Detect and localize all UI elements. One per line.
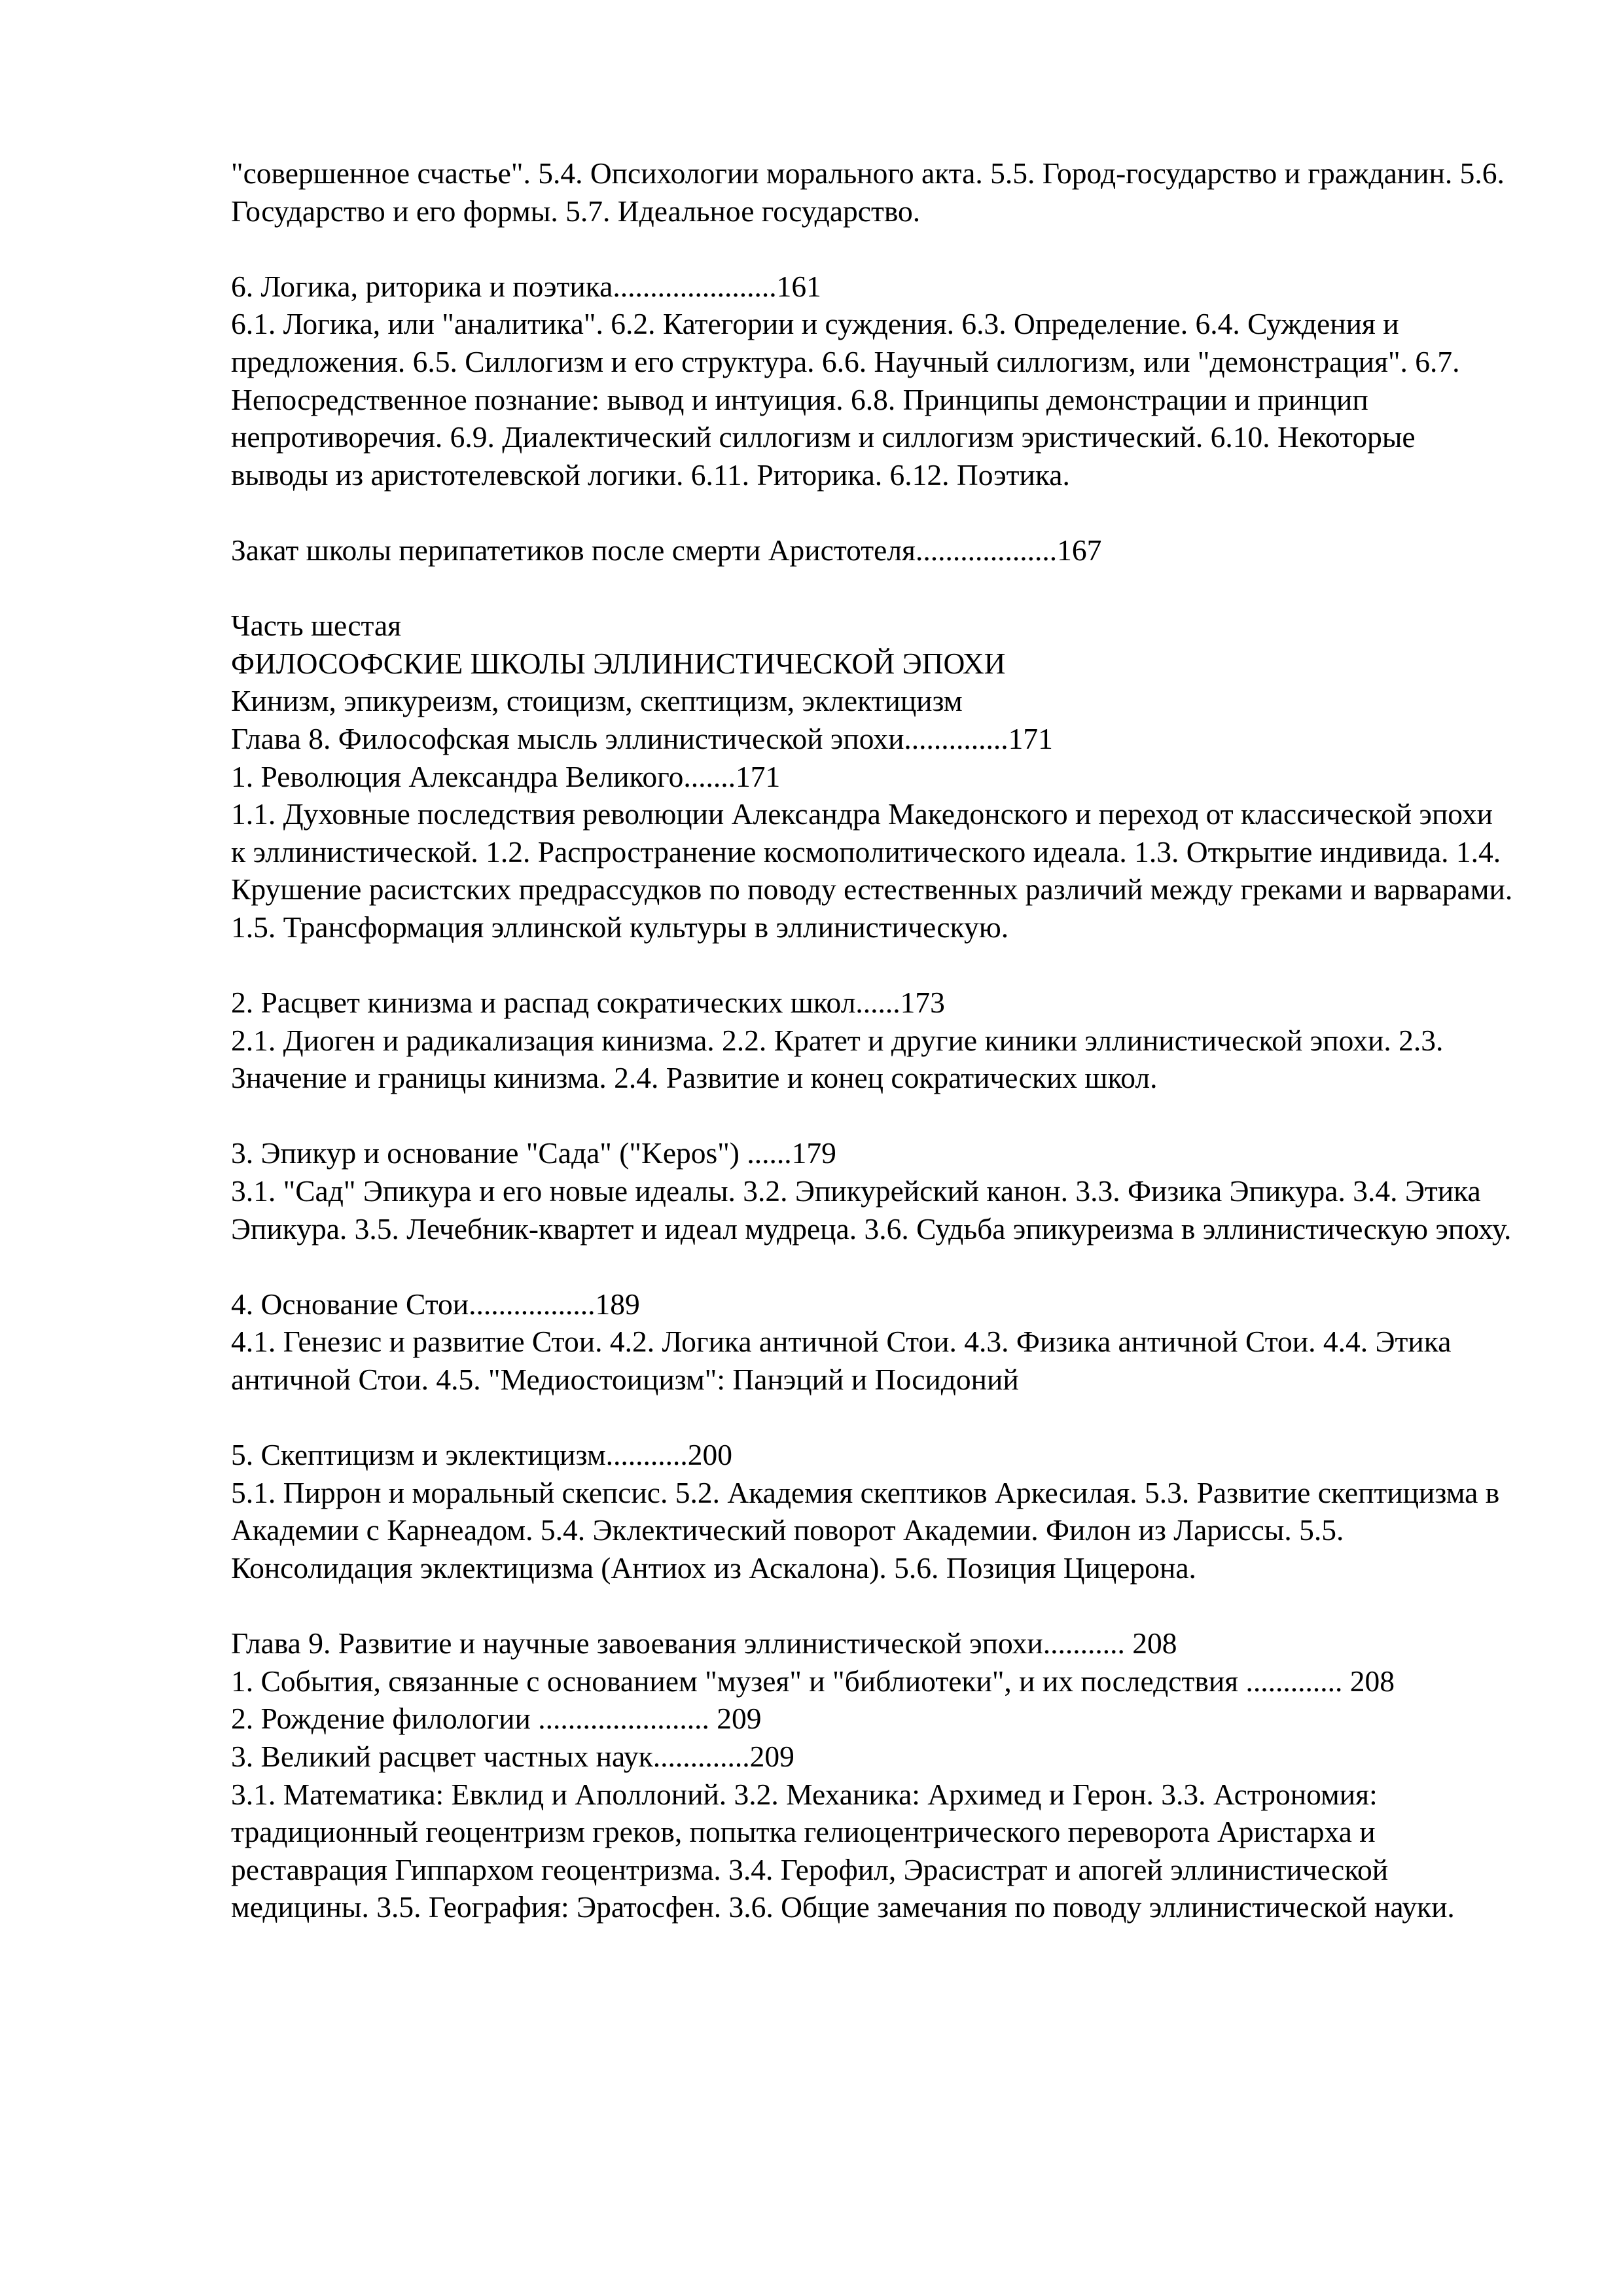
blank-line (231, 1399, 1514, 1437)
toc-subsections: 3.1. "Сад" Эпикура и его новые идеалы. 3.2. Эпикурейский канон. 3.3. Физика Эпикура. 3.4. Этика Эпикура. 3.5. Лечебник-квартет и идеал мудреца. 3.6. Судьба эпикуреизма в эллинистическую эпоху. (231, 1174, 1512, 1246)
toc-section-heading: 4. Основание Стои.................189 (231, 1287, 640, 1321)
toc-section-heading: 5. Скептицизм и эклектицизм...........200 (231, 1438, 732, 1472)
toc-section-heading: 6. Логика, риторика и поэтика......................161 (231, 269, 821, 303)
toc-section-heading: 2. Расцвет кинизма и распад сократических школ......173 (231, 986, 945, 1020)
part-label: Часть шестая (231, 609, 402, 643)
toc-subsections: 3.1. Математика: Евклид и Аполлоний. 3.2. Механика: Архимед и Герон. 3.3. Астрономия: традиционный геоцентризм греков, попытка гелиоцентрического переворота Аристарха и реставрация Гиппархом геоцентризма. 3.4. Герофил, Эрасистрат и апогей эллинистической медицины. 3.5. География: Эратосфен. 3.6. Общие замечания по поводу эллинистической науки. (231, 1777, 1455, 1924)
blank-line (231, 230, 1514, 268)
blank-line (231, 1587, 1514, 1625)
part-subtitle: Кинизм, эпикуреизм, стоицизм, скептицизм, эклектицизм (231, 684, 963, 718)
toc-text-continuation: "совершенное счастье". 5.4. Опсихологии морального акта. 5.5. Город-государство и гражданин. 5.6. Государство и его формы. 5.7. Идеальное государство. (231, 156, 1505, 228)
toc-section-heading: Закат школы перипатетиков после смерти Аристотеля...................167 (231, 533, 1102, 567)
blank-line (231, 569, 1514, 607)
toc-subsections: 5.1. Пиррон и моральный скепсис. 5.2. Академия скептиков Аркесилая. 5.3. Развитие скептицизма в Академии с Карнеадом. 5.4. Эклектический поворот Академии. Филон из Лариссы. 5.5. Консолидация эклектицизма (Антиох из Аскалона). 5.6. Позиция Цицерона. (231, 1475, 1500, 1585)
part-title: ФИЛОСОФСКИЕ ШКОЛЫ ЭЛЛИНИСТИЧЕСКОЙ ЭПОХИ (231, 646, 1006, 680)
toc-subsections: 1.1. Духовные последствия революции Александра Македонского и переход от классической эпохи к эллинистической. 1.2. Распространение космополитического идеала. 1.3. Открытие индивида. 1.4. Крушение расистских предрассудков по поводу естественных различий между греками и варварами. 1.5. Трансформация эллинской культуры в эллинистическую. (231, 797, 1513, 944)
blank-line (231, 1247, 1514, 1285)
blank-line (231, 946, 1514, 984)
blank-line (231, 1097, 1514, 1135)
toc-section-heading: 2. Рождение филологии ....................... 209 (231, 1702, 762, 1736)
blank-line (231, 493, 1514, 531)
toc-section-heading: 1. События, связанные с основанием "музея" и "библиотеки", и их последствия ............. 208 (231, 1664, 1395, 1698)
chapter-heading: Глава 9. Развитие и научные завоевания эллинистической эпохи........... 208 (231, 1626, 1177, 1660)
toc-subsections: 6.1. Логика, или "аналитика". 6.2. Категории и суждения. 6.3. Определение. 6.4. Суждения и предложения. 6.5. Силлогизм и его структура. 6.6. Научный силлогизм, или "демонстрация". 6.7. Непосредственное познание: вывод и интуиция. 6.8. Принципы демонстрации и принцип непротиворечия. 6.9. Диалектический силлогизм и силлогизм эристический. 6.10. Некоторые выводы из аристотелевской логики. 6.11. Риторика. 6.12. Поэтика. (231, 307, 1460, 492)
document-page (231, 154, 1514, 1926)
toc-section-heading: 3. Великий расцвет частных наук.............209 (231, 1739, 794, 1773)
toc-section-heading: 3. Эпикур и основание "Сада" ("Kepos") ......179 (231, 1136, 836, 1170)
toc-section-heading: 1. Революция Александра Великого.......171 (231, 759, 781, 793)
toc-subsections: 4.1. Генезис и развитие Стои. 4.2. Логика античной Стои. 4.3. Физика античной Стои. 4.4. Этика античной Стои. 4.5. "Медиостоицизм": Панэций и Посидоний (231, 1325, 1452, 1396)
chapter-heading: Глава 8. Философская мысль эллинистической эпохи..............171 (231, 721, 1053, 755)
toc-subsections: 2.1. Диоген и радикализация кинизма. 2.2. Кратет и другие киники эллинистической эпохи. 2.3. Значение и границы кинизма. 2.4. Развитие и конец сократических школ. (231, 1023, 1444, 1095)
